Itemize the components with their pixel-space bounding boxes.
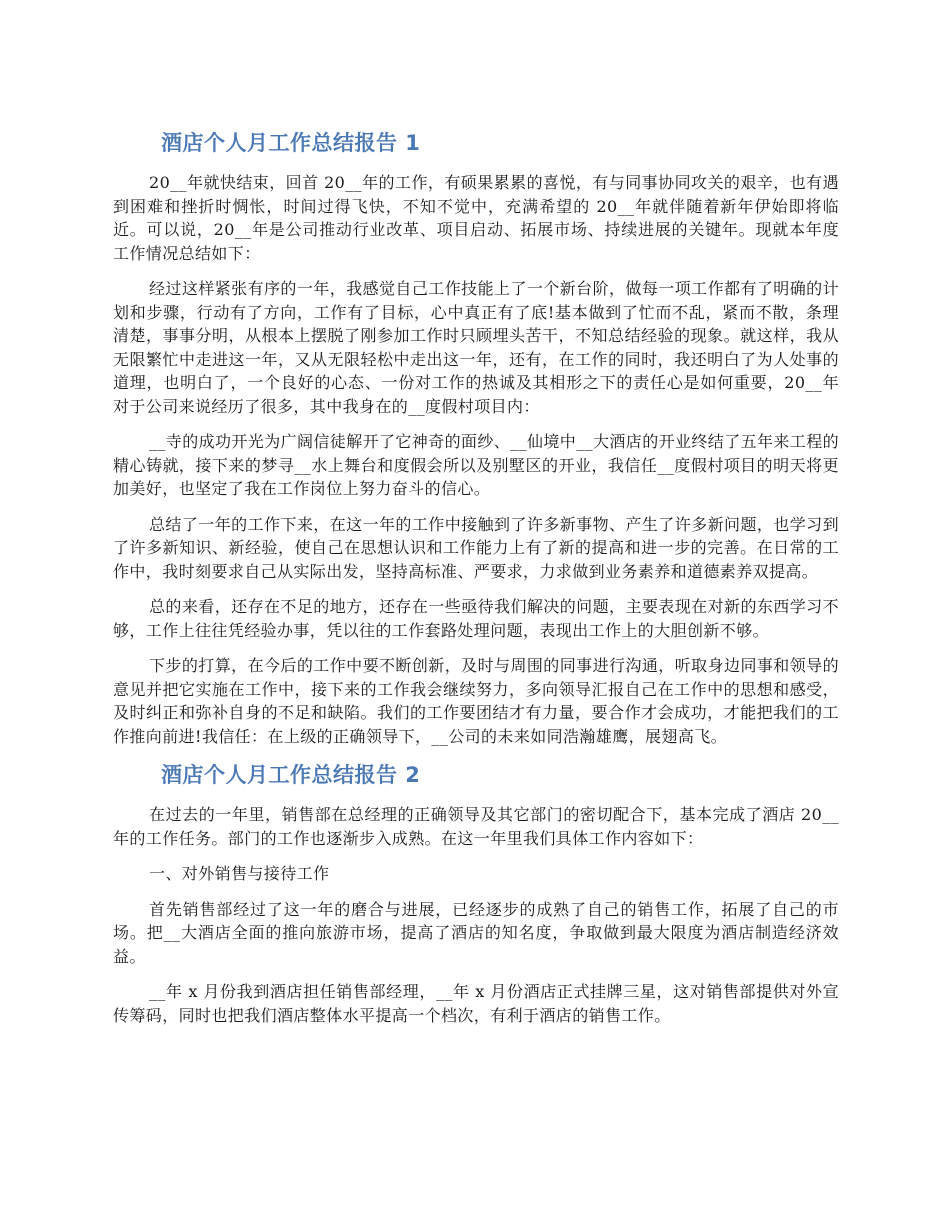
- section-2-paragraph-2: 首先销售部经过了这一年的磨合与进展，已经逐步的成熟了自己的销售工作，拓展了自己的市场。把__大酒店全面的推向旅游市场，提高了酒店的知名度，争取做到最大限度为酒店制造经济效益。: [113, 899, 839, 966]
- section-1-title: 酒店个人月工作总结报告 1: [161, 131, 421, 155]
- section-2-paragraph-1: 在过去的一年里，销售部在总经理的正确领导及其它部门的密切配合下，基本完成了酒店 20__年的工作任务。部门的工作也逐渐步入成熟。在这一年里我们具体工作内容如下：: [113, 805, 839, 848]
- section-1-paragraph-4: 总结了一年的工作下来，在这一年的工作中接触到了许多新事物、产生了许多新问题，也学习到了许多新知识、新经验，使自己在思想认识和工作能力上有了新的提高和进一步的完善。在日常的工作中，我时刻要求自己从实际出发，坚持高标准、严要求，力求做到业务素养和道德素养双提高。: [113, 514, 839, 581]
- section-2-title: 酒店个人月工作总结报告 2: [161, 763, 421, 787]
- section-1-paragraph-1: 20__年就快结束，回首 20__年的工作，有硕果累累的喜悦，有与同事协同攻关的艰辛，也有遇到困难和挫折时惆怅，时间过得飞快，不知不觉中，充满希望的 20__年就伴随着新年伊始即将临近。可以说，20__年是公司推动行业改革、项目启动、拓展市场、持续进展的关键年。现就本年度工作情况总结如下：: [113, 173, 839, 263]
- document-body: [113, 128, 839, 1039]
- section-1-paragraph-5: 总的来看，还存在不足的地方，还存在一些亟待我们解决的问题，主要表现在对新的东西学习不够，工作上往往凭经验办事，凭以往的工作套路处理问题，表现出工作上的大胆创新不够。: [113, 597, 839, 640]
- section-2-subheading: 一、对外销售与接待工作: [149, 864, 330, 883]
- section-2-paragraph-3: __年 x 月份我到酒店担任销售部经理，__年 x 月份酒店正式挂牌三星，这对销售部提供对外宣传筹码，同时也把我们酒店整体水平提高一个档次，有利于酒店的销售工作。: [113, 982, 839, 1025]
- section-1-paragraph-6: 下步的打算，在今后的工作中要不断创新，及时与周围的同事进行沟通，听取身边同事和领导的意见并把它实施在工作中，接下来的工作我会继续努力，多向领导汇报自己在工作中的思想和感受，及时纠正和弥补自身的不足和缺陷。我们的工作要团结才有力量，要合作才会成功，才能把我们的工作推向前进!我信任：在上级的正确领导下，__公司的未来如同浩瀚雄鹰，展翅高飞。: [113, 656, 839, 746]
- section-1-paragraph-3: __寺的成功开光为广阔信徒解开了它神奇的面纱、__仙境中__大酒店的开业终结了五年来工程的精心铸就，接下来的梦寻__水上舞台和度假会所以及别墅区的开业，我信任__度假村项目的明天将更加美好，也坚定了我在工作岗位上努力奋斗的信心。: [113, 432, 840, 498]
- section-1-paragraph-2: 经过这样紧张有序的一年，我感觉自己工作技能上了一个新台阶，做每一项工作都有了明确的计划和步骤，行动有了方向，工作有了目标，心中真正有了底!基本做到了忙而不乱，紧而不散，条理清楚，事事分明，从根本上摆脱了刚参加工作时只顾埋头苦干，不知总结经验的现象。就这样，我从无限繁忙中走进这一年，又从无限轻松中走出这一年，还有，在工作的同时，我还明白了为人处事的道理，也明白了，一个良好的心态、一份对工作的热诚及其相形之下的责任心是如何重要，20__年对于公司来说经历了很多，其中我身在的__度假村项目内：: [113, 279, 839, 416]
